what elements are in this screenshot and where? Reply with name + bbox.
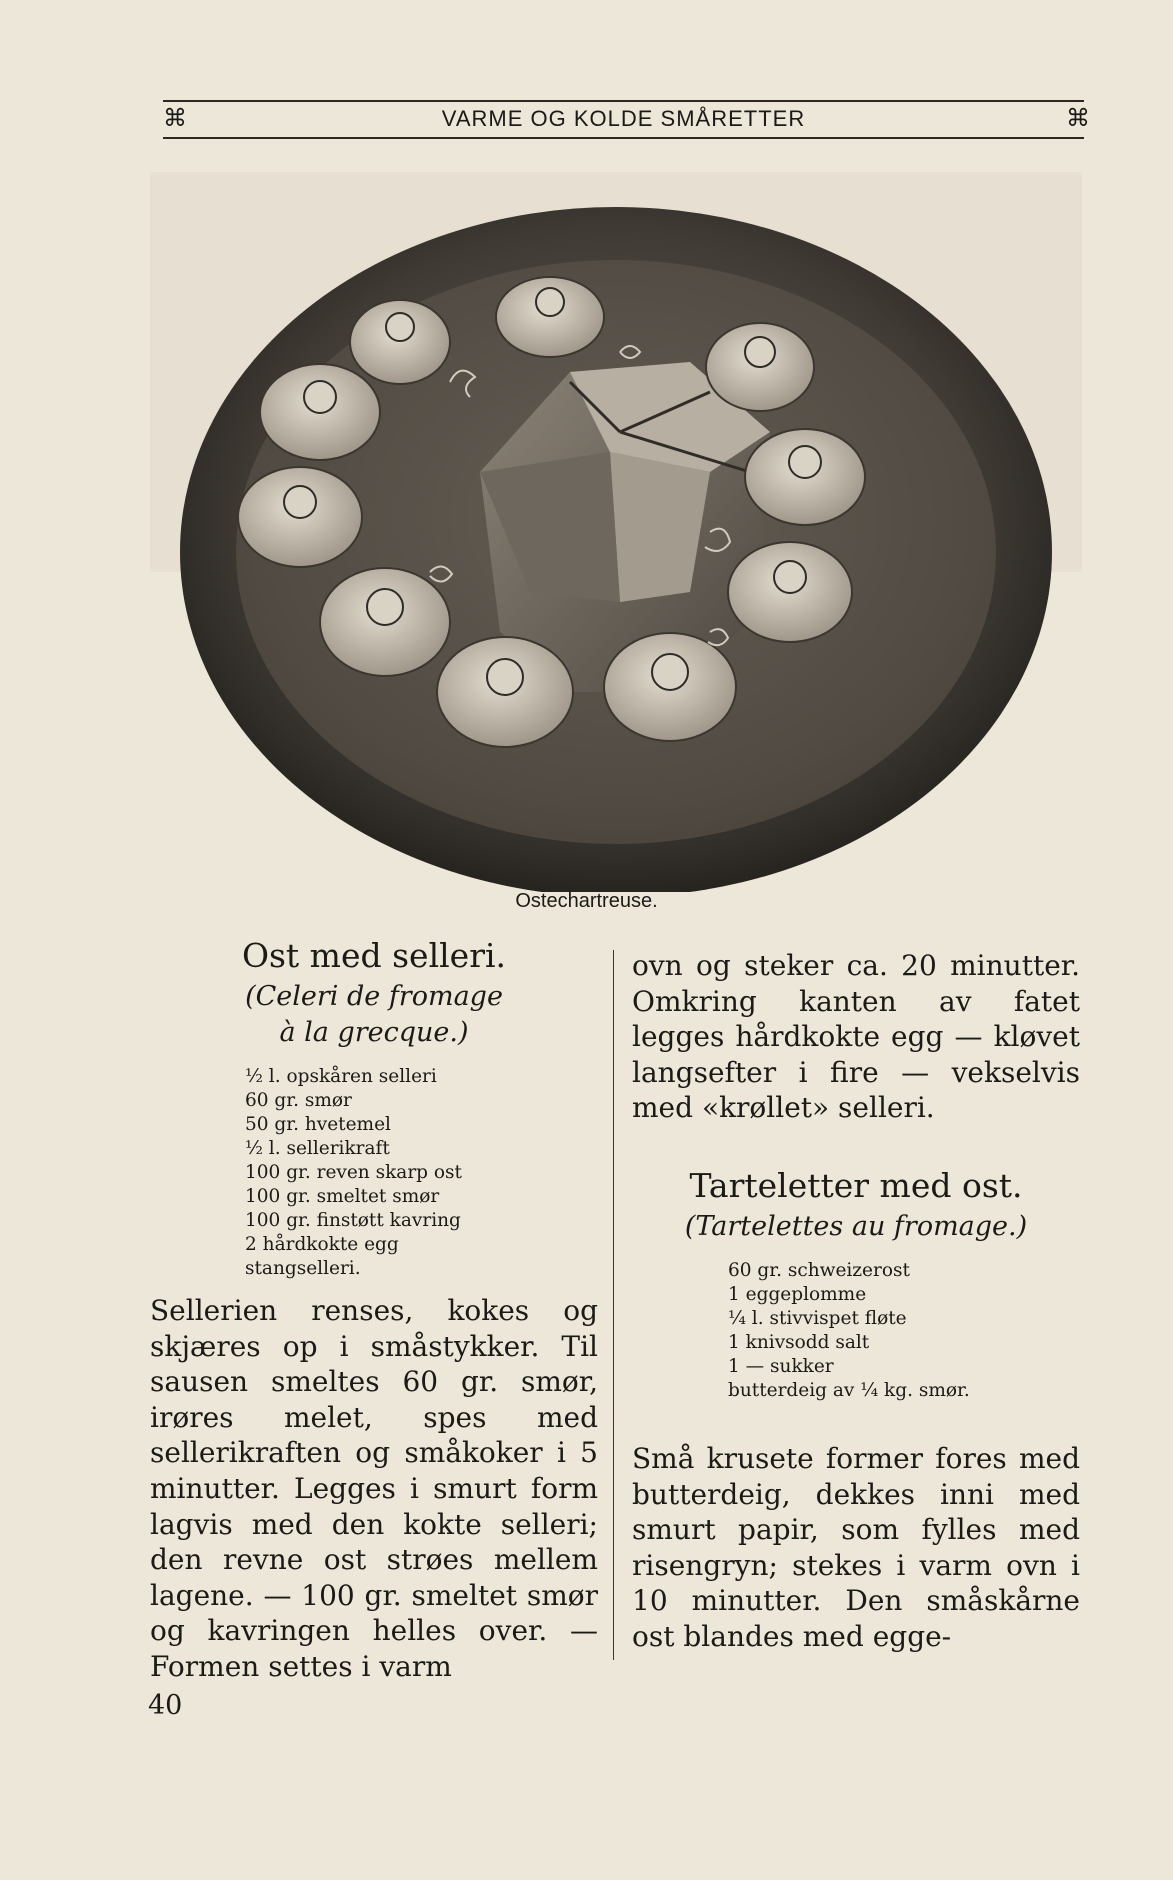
ingredient-item: butterdeig av ¼ kg. smør. [728,1379,970,1401]
figure-caption: Ostechartreuse. [515,890,658,912]
recipe1-method-continued: ovn og steker ca. 20 minutter. Omkring kanten av fatet legges hårdkokte egg — kløvet langsefter i fire — vekselvis med «krøllet» selleri. [632,949,1080,1125]
recipe1-ingredients [245,1065,598,1281]
ingredient-item: 60 gr. smør [245,1090,352,1111]
left-column [150,936,598,1685]
platter-image [150,172,1082,892]
running-header: VARME OG KOLDE SMÅRETTER [441,106,806,131]
ingredient-item: ½ l. opskåren selleri [245,1066,437,1087]
dish-photograph [150,172,1082,892]
ingredient-item: 1 eggeplomme [728,1283,867,1305]
ingredient-item: 2 hårdkokte egg [245,1234,399,1255]
right-column [632,948,1080,1655]
recipe2-subtitle: (Tartelettes au fromage.) [684,1210,1028,1242]
recipe1-title: Ost med selleri. [241,936,507,975]
ingredient-item: 1 — sukker [728,1355,834,1377]
recipe1-subtitle-line1: (Celeri de fromage [245,981,503,1012]
ingredient-item: ¼ l. stivvispet fløte [728,1307,907,1329]
recipe2-section [632,1166,1080,1655]
ingredient-item: stangselleri. [245,1258,361,1279]
ornament-left-icon: ⌘ [163,104,187,132]
column-divider [613,950,614,1660]
recipe1-subtitle-line2: à la grecque.) [279,1017,469,1048]
ornament-right-icon: ⌘ [1066,104,1090,132]
recipe2-ingredients [728,1259,1080,1403]
recipe1-subtitle [150,979,598,1051]
recipe2-method: Små krusete former fores med butterdeig, dekkes inni med smurt papir, som fylles med risengryn; stekes i varm ovn i 10 minutter. Den småskårne ost blandes med egge- [632,1441,1080,1653]
recipe1-method: Sellerien renses, kokes og skjæres op i småstykker. Til sausen smeltes 60 gr. smør, irøres melet, spes med sellerikraften og småkoker i 5 minutter. Legges i smurt form lagvis med den kokte selleri; den revne ost strøes mellem lagene. — 100 gr. smeltet smør og kavringen helles over. — Formen settes i varm [150,1294,598,1683]
ingredient-item: 100 gr. reven skarp ost [245,1162,462,1183]
header-rule-bottom [163,137,1084,139]
header-rule-top [163,100,1084,102]
page-number: 40 [148,1690,183,1721]
ingredient-item: ½ l. sellerikraft [245,1138,390,1159]
ingredient-item: 100 gr. finstøtt kavring [245,1210,461,1231]
ingredient-item: 100 gr. smeltet smør [245,1186,440,1207]
ingredient-item: 60 gr. schweizerost [728,1259,910,1281]
ingredient-item: 1 knivsodd salt [728,1331,870,1353]
ingredient-item: 50 gr. hvetemel [245,1114,391,1135]
recipe2-title: Tarteletter med ost. [689,1165,1023,1205]
